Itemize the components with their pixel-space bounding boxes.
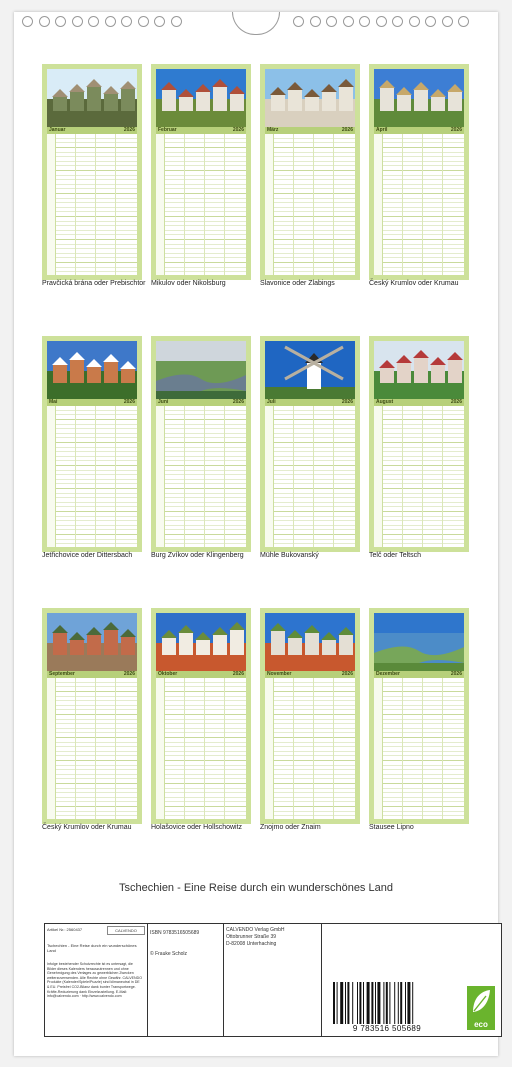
info-column-isbn — [147, 924, 224, 1036]
month-header — [374, 671, 464, 678]
month-year: 2026 — [232, 399, 244, 405]
binding-hole — [343, 16, 354, 27]
info-column-address — [223, 924, 322, 1036]
planner-grid — [47, 678, 137, 819]
binding-hole — [458, 16, 469, 27]
photo-caption: Jetřichovice oder Dittersbach — [42, 552, 133, 559]
binding-hole — [171, 16, 182, 27]
month-card — [369, 64, 469, 280]
eco-label: eco — [474, 1020, 488, 1029]
month-year: 2026 — [232, 127, 244, 133]
month-year: 2026 — [450, 671, 462, 677]
binding-hole — [359, 16, 370, 27]
binding-hole — [72, 16, 83, 27]
month-header — [265, 127, 355, 134]
calendar-title: Tschechien - Eine Reise durch ein wunderschönes Land — [119, 882, 393, 894]
month-card — [42, 64, 142, 280]
photo-caption: Stausee Lipno — [369, 824, 414, 831]
month-name: Oktober — [158, 671, 178, 677]
month-year: 2026 — [450, 127, 462, 133]
legal-notice: Infolge bestehender Schutzrechte ist es untersagt, die Bilder dieses Kalenders herauszutrennen und ohne Genehmigung des Verlages zu gewerblichen Zwecken weiterzuverwenden. Alle Rechte ohne Gewähr. CALVENDO Produkte (Kalender/Spiele/Puzzle) sind klimaneutral in DE & EU. Preisfrei CO2-Bilanz dank bunter Transportwege. Kräfte-Reduzierung dank Einzelzustellung. E-Mail: info@calvendo.com · http://www.calvendo.com — [47, 962, 143, 999]
binding-hole — [376, 16, 387, 27]
month-header — [374, 399, 464, 406]
binding-hole — [293, 16, 304, 27]
binding-hole — [105, 16, 116, 27]
photo-caption: Burg Zvíkov oder Klingenberg — [151, 552, 244, 559]
photo-caption: Telč oder Teltsch — [369, 552, 422, 559]
binding-hole — [121, 16, 132, 27]
publisher-name: CALVENDO Verlag GmbH — [226, 927, 285, 933]
isbn: ISBN 9783516505689 — [150, 930, 200, 936]
binding-hole — [138, 16, 149, 27]
binding-hole — [442, 16, 453, 27]
photo-caption: Holašovice oder Hollschowitz — [151, 824, 243, 831]
binding-hole — [409, 16, 420, 27]
info-column-barcode — [321, 924, 501, 1036]
photo-caption: Slavonice oder Zlabings — [260, 280, 335, 287]
planner-grid — [374, 406, 464, 547]
month-photo — [156, 613, 246, 671]
month-header — [265, 671, 355, 678]
month-year: 2026 — [123, 127, 135, 133]
planner-grid — [156, 678, 246, 819]
month-year: 2026 — [450, 399, 462, 405]
copyright: © Frauke Scholz — [150, 951, 188, 957]
month-name: August — [376, 399, 394, 405]
publisher-street: Ottobrunner Straße 39 — [226, 934, 277, 940]
month-year: 2026 — [341, 127, 353, 133]
month-name: März — [267, 127, 279, 133]
planner-grid — [47, 134, 137, 275]
info-box — [44, 923, 502, 1037]
month-header — [156, 127, 246, 134]
planner-grid — [156, 406, 246, 547]
planner-grid — [156, 134, 246, 275]
month-card — [369, 608, 469, 824]
month-name: September — [49, 671, 75, 677]
month-header — [156, 671, 246, 678]
month-header — [156, 399, 246, 406]
month-name: April — [376, 127, 388, 133]
month-photo — [47, 613, 137, 671]
month-photo — [265, 613, 355, 671]
planner-grid — [374, 678, 464, 819]
planner-grid — [374, 134, 464, 275]
month-photo — [374, 613, 464, 671]
month-header — [265, 399, 355, 406]
month-card — [151, 608, 251, 824]
month-name: Dezember — [376, 671, 400, 677]
planner-grid — [265, 134, 355, 275]
month-card — [151, 336, 251, 552]
photo-caption: Český Krumlov oder Krumau — [42, 824, 132, 831]
info-column-product — [45, 924, 148, 1036]
month-name: Mai — [49, 399, 58, 405]
month-name: Januar — [49, 127, 66, 133]
month-card — [151, 64, 251, 280]
month-year: 2026 — [341, 399, 353, 405]
photo-caption: Český Krumlov oder Krumau — [369, 280, 459, 287]
month-year: 2026 — [123, 399, 135, 405]
binding-hole — [326, 16, 337, 27]
month-card — [260, 336, 360, 552]
binding-hole — [22, 16, 33, 27]
month-header — [47, 671, 137, 678]
eco-badge — [467, 986, 495, 1030]
binding-hole — [310, 16, 321, 27]
month-year: 2026 — [123, 671, 135, 677]
month-photo — [374, 341, 464, 399]
month-header — [374, 127, 464, 134]
photo-caption: Mikulov oder Nikolsburg — [151, 280, 226, 287]
publisher-logo: CALVENDO — [107, 926, 145, 935]
month-header — [47, 399, 137, 406]
month-card — [42, 608, 142, 824]
month-name: November — [267, 671, 292, 677]
month-name: Juli — [267, 399, 276, 405]
publisher-city: D-82008 Unterhaching — [226, 941, 277, 947]
photo-caption: Mühle Bukovanský — [260, 552, 319, 559]
month-card — [260, 64, 360, 280]
month-year: 2026 — [232, 671, 244, 677]
binding-hole — [88, 16, 99, 27]
month-year: 2026 — [341, 671, 353, 677]
month-card — [260, 608, 360, 824]
binding-hole — [39, 16, 50, 27]
month-photo — [265, 69, 355, 127]
photo-caption: Znojmo oder Znaim — [260, 824, 321, 831]
month-header — [47, 127, 137, 134]
binding-hole — [425, 16, 436, 27]
month-card — [369, 336, 469, 552]
binding-hole — [392, 16, 403, 27]
month-photo — [156, 341, 246, 399]
planner-grid — [265, 678, 355, 819]
barcode-number: 9 783516 505689 — [352, 1024, 422, 1033]
month-name: Juni — [158, 399, 169, 405]
planner-grid — [265, 406, 355, 547]
product-title: Tschechien - Eine Reise durch ein wunderschönes Land — [47, 943, 137, 953]
month-photo — [47, 341, 137, 399]
planner-grid — [47, 406, 137, 547]
photo-caption: Pravčická brána oder Prebischtor — [42, 280, 146, 287]
barcode — [329, 982, 445, 1024]
article-number: Artikel Nr.: 2560437 — [47, 927, 83, 932]
month-name: Februar — [158, 127, 177, 133]
month-photo — [374, 69, 464, 127]
binding-hole — [154, 16, 165, 27]
binding-hole — [55, 16, 66, 27]
month-photo — [265, 341, 355, 399]
leaf-icon — [467, 986, 495, 1018]
month-card — [42, 336, 142, 552]
month-photo — [156, 69, 246, 127]
month-photo — [47, 69, 137, 127]
